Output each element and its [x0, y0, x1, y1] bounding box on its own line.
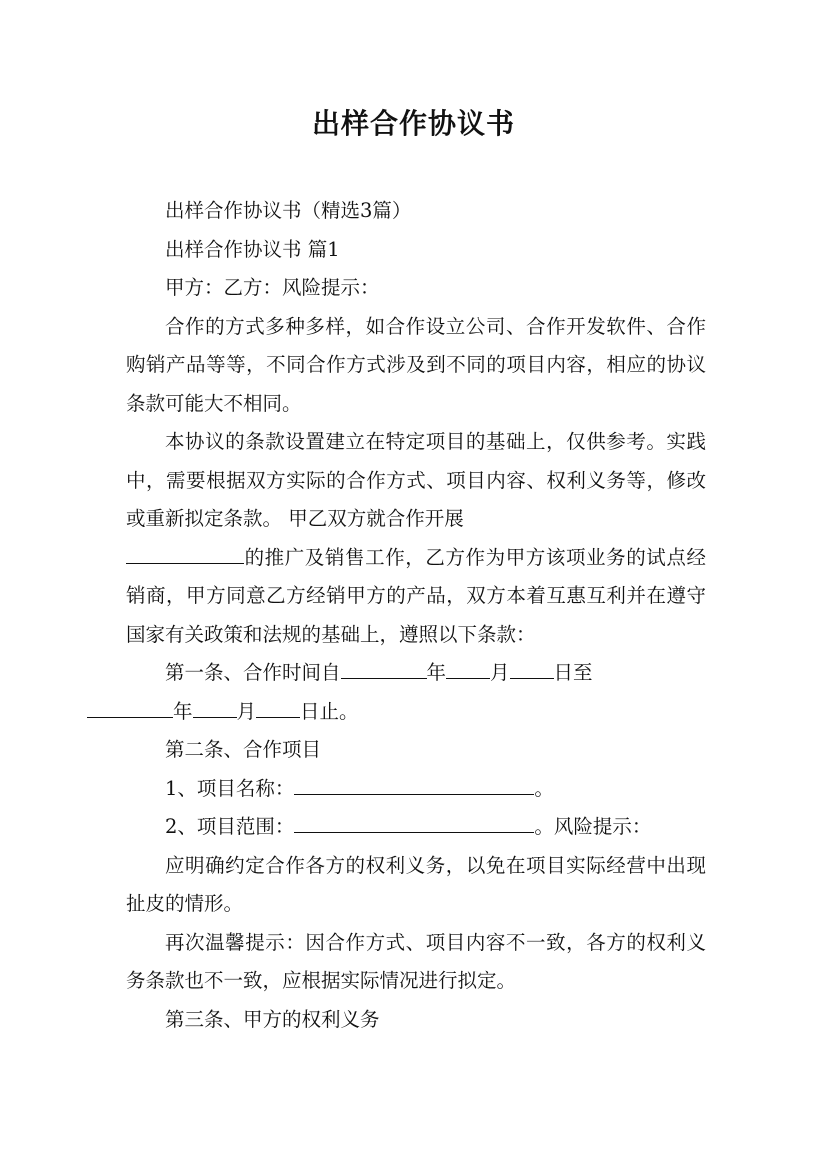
subtitle: 出样合作协议书（精选3篇）: [165, 199, 412, 222]
article-1-month-2: 月: [236, 699, 257, 723]
document-title: 出样合作协议书: [311, 107, 515, 140]
blank-line: [193, 695, 237, 718]
article-2-heading: 第二条、合作项目: [165, 738, 322, 761]
parties-line: 甲方：乙方：风险提示：: [165, 276, 380, 299]
article-1-end: 日止。: [300, 699, 359, 723]
section-heading: 出样合作协议书 篇1: [165, 237, 340, 261]
article-1: [126, 654, 706, 731]
blank-line: [341, 656, 427, 679]
risk-note-2: 再次温馨提示：因合作方式、项目内容不一致，各方的权利义务条款也不一致，应根据实际情况进行拟定。: [126, 930, 706, 992]
item-project-scope: [126, 808, 706, 847]
article-1-day-to: 日至: [553, 661, 593, 684]
blank-line: [510, 656, 554, 679]
paragraph-terms-basis: [126, 423, 706, 654]
document-body: [126, 192, 706, 1039]
item-project-name-label: 1、项目名称：: [165, 776, 295, 800]
blank-line: [294, 772, 534, 795]
article-3-heading: 第三条、甲方的权利义务: [165, 1007, 380, 1031]
paragraph-cooperation-methods: 合作的方式多种多样，如合作设立公司、合作开发软件、合作购销产品等等，不同合作方式涉及到不同的项目内容，相应的协议条款可能大不相同。: [126, 314, 706, 415]
item-project-name-end: 。: [534, 776, 554, 800]
article-1-label: 第一条、合作时间自: [165, 661, 341, 684]
item-project-scope-end: 。风险提示：: [534, 815, 652, 838]
blank-line: [256, 695, 300, 718]
item-project-name: [126, 770, 706, 809]
blank-line: [126, 541, 244, 564]
risk-note-1: 应明确约定合作各方的权利义务，以免在项目实际经营中出现扯皮的情形。: [126, 853, 706, 915]
item-project-scope-label: 2、项目范围：: [165, 815, 295, 838]
paragraph-terms-basis-part-b: 的推广及销售工作，乙方作为甲方该项业务的试点经销商，甲方同意乙方经销甲方的产品，双方本着互惠互利并在遵守国家有关政策和法规的基础上，遵照以下条款：: [126, 545, 706, 646]
blank-line: [294, 810, 534, 833]
paragraph-terms-basis-part-a: 本协议的条款设置建立在特定项目的基础上，仅供参考。实践中，需要根据双方实际的合作方式、项目内容、权利义务等，修改或重新拟定条款。 甲乙双方就合作开展: [126, 430, 706, 530]
article-1-year-2: 年: [173, 699, 193, 723]
article-1-year: 年: [426, 661, 447, 684]
blank-line: [87, 695, 173, 718]
article-1-month: 月: [490, 661, 510, 684]
blank-line: [446, 656, 490, 679]
